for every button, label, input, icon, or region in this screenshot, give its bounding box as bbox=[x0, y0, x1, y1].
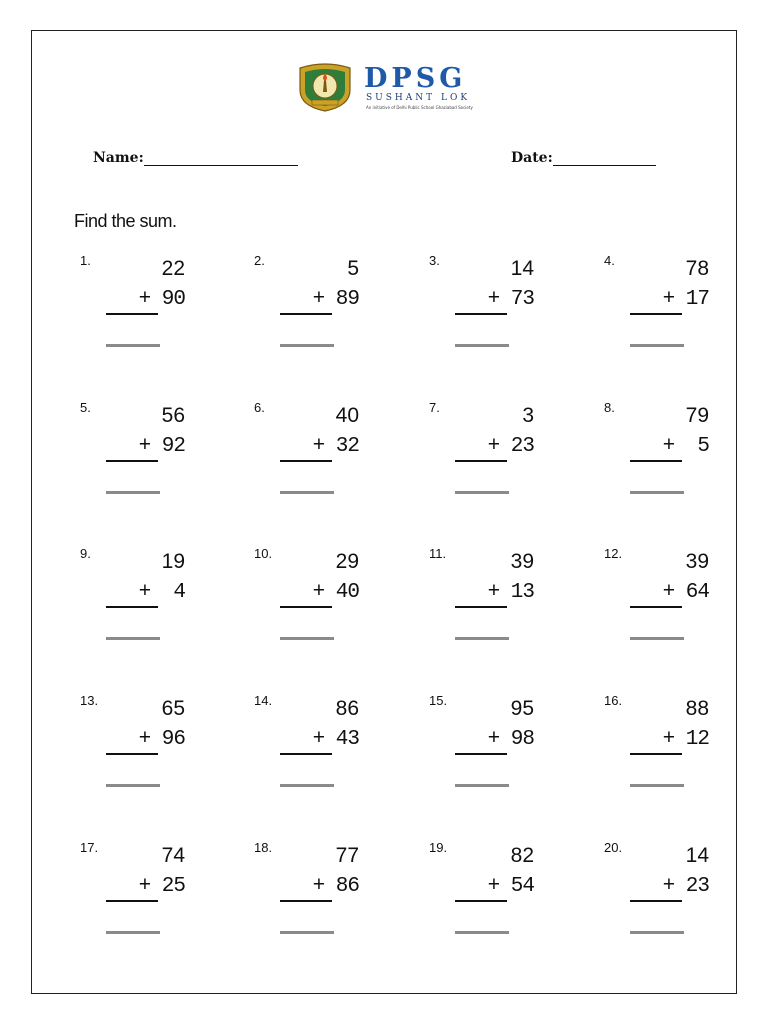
instruction-text: Find the sum. bbox=[74, 211, 177, 231]
top-addend: 3 bbox=[522, 404, 534, 427]
addition-problem bbox=[80, 546, 200, 656]
answer-blank[interactable] bbox=[630, 491, 684, 494]
bottom-addend: + 92 bbox=[138, 435, 185, 458]
sum-rule bbox=[455, 460, 507, 462]
sum-rule bbox=[455, 900, 507, 902]
addition-problem bbox=[604, 400, 724, 510]
name-field[interactable] bbox=[93, 150, 298, 166]
problem-number: 1. bbox=[80, 253, 91, 268]
addition-problem bbox=[254, 546, 374, 656]
answer-blank[interactable] bbox=[280, 931, 334, 934]
answer-blank[interactable] bbox=[630, 344, 684, 347]
addition-problem bbox=[604, 840, 724, 950]
top-addend: 14 bbox=[685, 844, 709, 867]
sum-rule bbox=[455, 313, 507, 315]
answer-blank[interactable] bbox=[630, 784, 684, 787]
problem-number: 14. bbox=[254, 693, 273, 708]
school-crest-icon bbox=[294, 62, 356, 112]
top-addend: 82 bbox=[510, 844, 534, 867]
top-addend: 77 bbox=[335, 844, 359, 867]
answer-blank[interactable] bbox=[455, 491, 509, 494]
top-addend: 39 bbox=[685, 550, 709, 573]
problem-number: 10. bbox=[254, 546, 273, 561]
addition-problem bbox=[604, 546, 724, 656]
problem-number: 9. bbox=[80, 546, 91, 561]
answer-blank[interactable] bbox=[280, 344, 334, 347]
problem-number: 13. bbox=[80, 693, 99, 708]
bottom-addend: + 12 bbox=[662, 728, 709, 751]
top-addend: 19 bbox=[161, 550, 185, 573]
problem-number: 4. bbox=[604, 253, 615, 268]
sum-rule bbox=[280, 313, 332, 315]
problem-number: 12. bbox=[604, 546, 623, 561]
bottom-addend: + 64 bbox=[662, 581, 709, 604]
bottom-addend: + 54 bbox=[487, 875, 534, 898]
answer-blank[interactable] bbox=[106, 344, 160, 347]
answer-blank[interactable] bbox=[455, 344, 509, 347]
bottom-addend: + 4 bbox=[138, 581, 185, 604]
answer-blank[interactable] bbox=[106, 784, 160, 787]
addition-problem bbox=[254, 840, 374, 950]
name-label: Name: bbox=[93, 150, 144, 166]
sum-rule bbox=[280, 753, 332, 755]
date-label: Date: bbox=[511, 150, 553, 166]
problem-number: 5. bbox=[80, 400, 91, 415]
addition-problem bbox=[80, 400, 200, 510]
bottom-addend: + 89 bbox=[312, 288, 359, 311]
sum-rule bbox=[630, 313, 682, 315]
top-addend: 79 bbox=[685, 404, 709, 427]
problem-number: 19. bbox=[429, 840, 448, 855]
bottom-addend: + 23 bbox=[487, 435, 534, 458]
addition-problem bbox=[254, 693, 374, 803]
addition-problem bbox=[80, 253, 200, 363]
sum-rule bbox=[106, 606, 158, 608]
top-addend: 65 bbox=[161, 697, 185, 720]
top-addend: 56 bbox=[161, 404, 185, 427]
addition-problem bbox=[429, 546, 549, 656]
answer-blank[interactable] bbox=[455, 637, 509, 640]
answer-blank[interactable] bbox=[280, 637, 334, 640]
top-addend: 14 bbox=[510, 257, 534, 280]
sum-rule bbox=[280, 606, 332, 608]
problem-number: 2. bbox=[254, 253, 265, 268]
addition-problem bbox=[80, 840, 200, 950]
problem-number: 15. bbox=[429, 693, 448, 708]
answer-blank[interactable] bbox=[280, 491, 334, 494]
top-addend: 22 bbox=[161, 257, 185, 280]
bottom-addend: + 90 bbox=[138, 288, 185, 311]
top-addend: 95 bbox=[510, 697, 534, 720]
bottom-addend: + 96 bbox=[138, 728, 185, 751]
sum-rule bbox=[455, 753, 507, 755]
answer-blank[interactable] bbox=[280, 784, 334, 787]
addition-problem bbox=[254, 253, 374, 363]
sum-rule bbox=[630, 460, 682, 462]
sum-rule bbox=[630, 900, 682, 902]
answer-blank[interactable] bbox=[630, 637, 684, 640]
bottom-addend: + 13 bbox=[487, 581, 534, 604]
bottom-addend: + 17 bbox=[662, 288, 709, 311]
date-field[interactable] bbox=[511, 150, 656, 166]
top-addend: 86 bbox=[335, 697, 359, 720]
bottom-addend: + 43 bbox=[312, 728, 359, 751]
sum-rule bbox=[630, 606, 682, 608]
answer-blank[interactable] bbox=[106, 931, 160, 934]
problem-number: 3. bbox=[429, 253, 440, 268]
sum-rule bbox=[280, 460, 332, 462]
addition-problem bbox=[254, 400, 374, 510]
school-tagline: An initiative of Delhi Public School Ghaziabad Society bbox=[366, 105, 473, 110]
problem-number: 17. bbox=[80, 840, 99, 855]
top-addend: 29 bbox=[335, 550, 359, 573]
bottom-addend: + 32 bbox=[312, 435, 359, 458]
answer-blank[interactable] bbox=[106, 637, 160, 640]
addition-problem bbox=[429, 693, 549, 803]
sum-rule bbox=[280, 900, 332, 902]
top-addend: 39 bbox=[510, 550, 534, 573]
sum-rule bbox=[106, 753, 158, 755]
top-addend: 40 bbox=[335, 404, 359, 427]
addition-problem bbox=[429, 400, 549, 510]
school-logo bbox=[294, 62, 494, 118]
addition-problem bbox=[604, 253, 724, 363]
sum-rule bbox=[455, 606, 507, 608]
bottom-addend: + 25 bbox=[138, 875, 185, 898]
problem-number: 6. bbox=[254, 400, 265, 415]
bottom-addend: + 86 bbox=[312, 875, 359, 898]
answer-blank[interactable] bbox=[630, 931, 684, 934]
sum-rule bbox=[106, 900, 158, 902]
sum-rule bbox=[630, 753, 682, 755]
school-subtitle: SUSHANT LOK bbox=[366, 93, 471, 103]
top-addend: 74 bbox=[161, 844, 185, 867]
bottom-addend: + 73 bbox=[487, 288, 534, 311]
problem-number: 8. bbox=[604, 400, 615, 415]
bottom-addend: + 5 bbox=[662, 435, 709, 458]
top-addend: 88 bbox=[685, 697, 709, 720]
addition-problem bbox=[604, 693, 724, 803]
sum-rule bbox=[106, 460, 158, 462]
addition-problem bbox=[80, 693, 200, 803]
problem-number: 16. bbox=[604, 693, 623, 708]
bottom-addend: + 23 bbox=[662, 875, 709, 898]
addition-problem bbox=[429, 840, 549, 950]
top-addend: 5 bbox=[347, 257, 359, 280]
sum-rule bbox=[106, 313, 158, 315]
bottom-addend: + 98 bbox=[487, 728, 534, 751]
date-blank[interactable] bbox=[553, 151, 656, 166]
problem-number: 20. bbox=[604, 840, 623, 855]
answer-blank[interactable] bbox=[455, 931, 509, 934]
top-addend: 78 bbox=[685, 257, 709, 280]
problem-number: 11. bbox=[429, 546, 447, 561]
answer-blank[interactable] bbox=[106, 491, 160, 494]
problem-number: 7. bbox=[429, 400, 440, 415]
problem-number: 18. bbox=[254, 840, 273, 855]
addition-problem bbox=[429, 253, 549, 363]
bottom-addend: + 40 bbox=[312, 581, 359, 604]
school-brand-name: DPSG bbox=[364, 63, 467, 94]
name-blank[interactable] bbox=[144, 151, 298, 166]
answer-blank[interactable] bbox=[455, 784, 509, 787]
